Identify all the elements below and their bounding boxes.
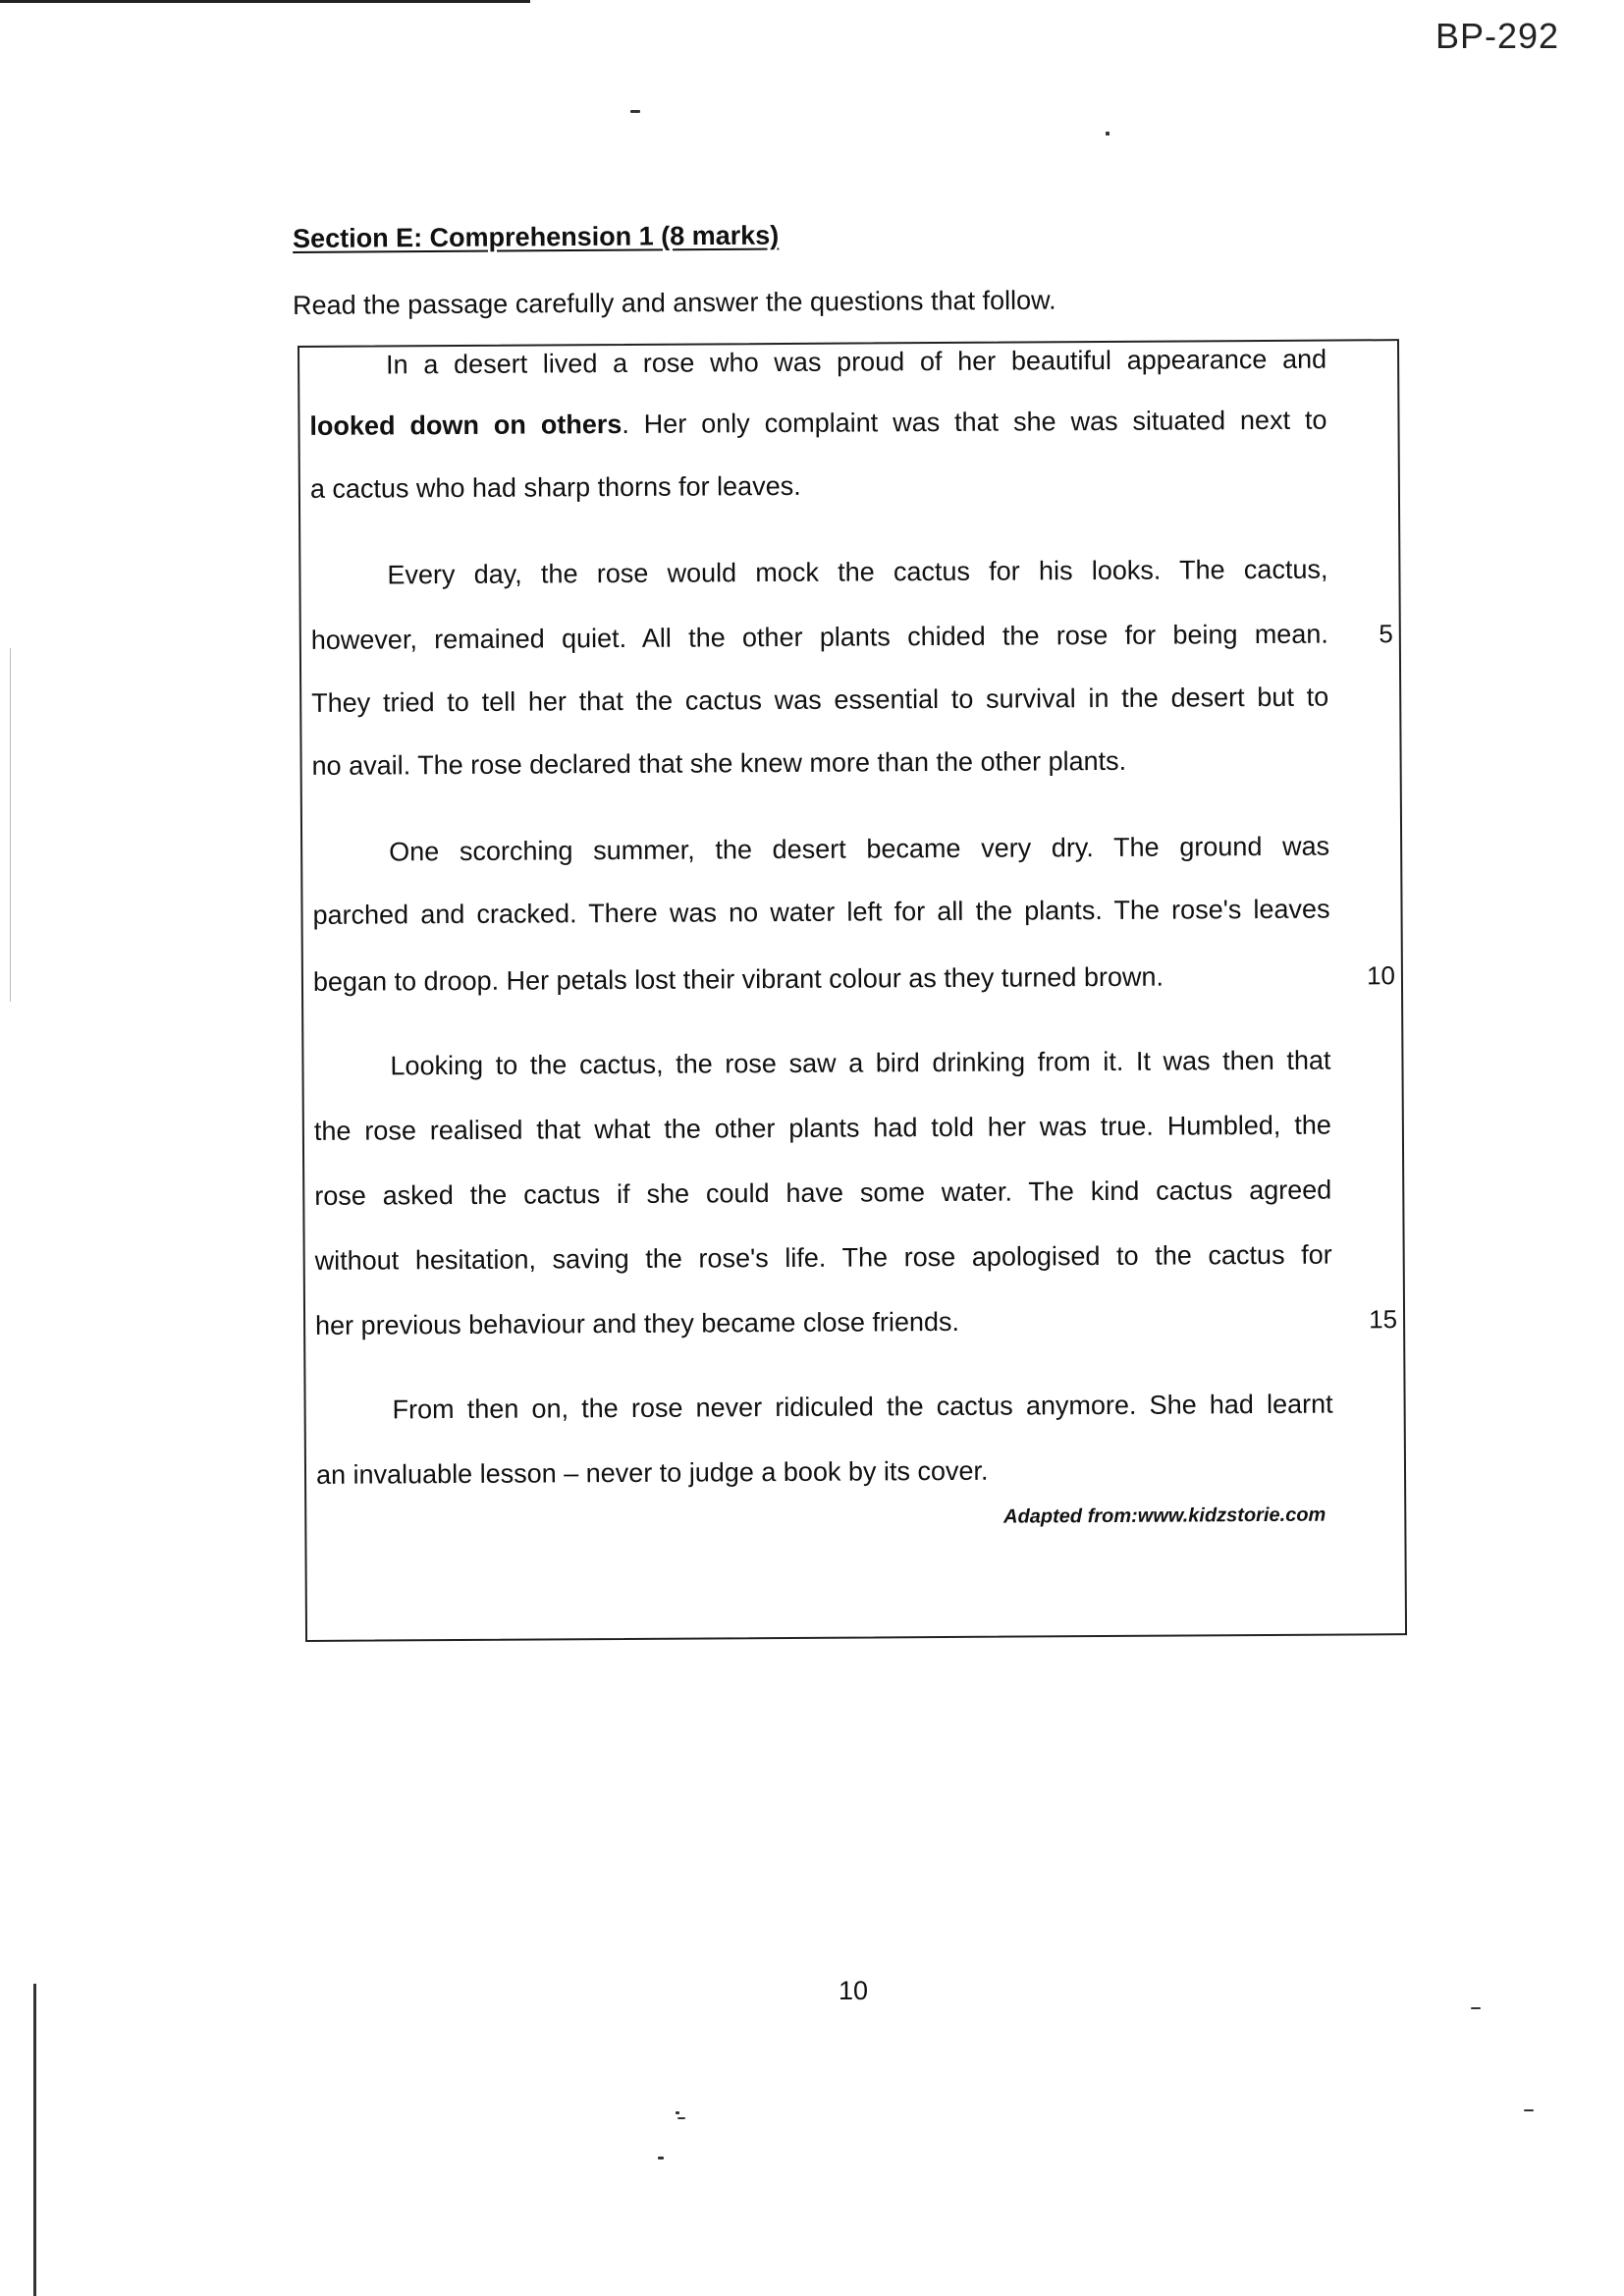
passage-line-text: a cactus who had sharp thorns for leaves. xyxy=(309,470,801,504)
passage-line-text: Looking to the cactus, the rose saw a bird drinking from it. It was then that xyxy=(390,1045,1331,1081)
scan-artifact-top-line xyxy=(0,0,530,3)
scan-speck xyxy=(1471,2007,1481,2009)
passage-line-text: rose asked the cactus if she could have some water. The kind cactus agreed xyxy=(314,1175,1332,1211)
passage-line xyxy=(311,619,1328,656)
passage-line xyxy=(312,894,1329,931)
passage-line-text: In a desert lived a rose who was proud of her beautiful appearance and xyxy=(386,344,1327,380)
passage-line-text: From then on, the rose never ridiculed the cactus anymore. She had learnt xyxy=(392,1389,1333,1425)
scan-speck xyxy=(677,2117,685,2119)
passage-line-text: an invaluable lesson – never to judge a book by its cover. xyxy=(315,1455,989,1490)
passage-text xyxy=(299,341,1398,1490)
passage-line xyxy=(315,1304,1332,1341)
scan-artifact-faint-line xyxy=(10,648,11,1002)
passage-box xyxy=(298,339,1407,1642)
document-code: BP-292 xyxy=(1435,16,1560,56)
passage-line-text: began to droop. Her petals lost their vibrant colour as they turned brown. xyxy=(312,961,1164,997)
passage-line xyxy=(312,744,1329,782)
passage-line xyxy=(314,1110,1331,1147)
passage-line xyxy=(315,1239,1332,1277)
passage-line xyxy=(313,1045,1330,1082)
scan-speck xyxy=(1106,132,1110,136)
passage-line-text: without hesitation, saving the rose's life. The rose apologised to the cactus for xyxy=(314,1239,1332,1276)
passage-line-text: no avail. The rose declared that she knew more than the other plants. xyxy=(311,745,1127,781)
passage-line xyxy=(310,467,1327,505)
passage-line xyxy=(314,1175,1331,1212)
passage-line-text: . Her only complaint was that she was situated next to xyxy=(622,405,1327,439)
passage-line xyxy=(316,1453,1333,1491)
scan-speck xyxy=(676,2111,679,2114)
passage-line-text: however, remained quiet. All the other plants chided the rose for being mean. xyxy=(310,619,1328,655)
passage-line xyxy=(310,554,1327,591)
scan-speck xyxy=(658,2157,664,2159)
passage-line xyxy=(312,831,1329,868)
line-number: 10 xyxy=(1366,960,1396,991)
passage-line-text: One scorching summer, the desert became very dry. The ground was xyxy=(389,831,1330,867)
passage-line xyxy=(311,682,1328,719)
scan-artifact-left-line xyxy=(33,1984,36,2296)
passage-line xyxy=(316,1389,1333,1426)
passage-line-text: the rose realised that what the other plants had told her was true. Humbled, the xyxy=(313,1110,1331,1146)
passage-line xyxy=(309,344,1326,381)
instructions: Read the passage carefully and answer the questions that follow. xyxy=(293,285,1056,320)
scan-speck xyxy=(630,110,640,113)
line-number: 5 xyxy=(1379,619,1393,649)
scan-speck xyxy=(1524,2109,1534,2111)
line-number: 15 xyxy=(1369,1304,1398,1335)
passage-line xyxy=(313,960,1330,998)
bold-phrase: looked down on others xyxy=(309,409,623,441)
source-credit: Adapted from:www.kidzstorie.com xyxy=(1003,1503,1326,1528)
page-number: 10 xyxy=(839,1976,869,2005)
passage-line-text: Every day, the rose would mock the cactus for his looks. The cactus, xyxy=(387,554,1328,590)
passage-line xyxy=(309,405,1326,442)
passage-line-text: They tried to tell her that the cactus was essential to survival in the desert but to xyxy=(311,682,1329,718)
passage-line-text: parched and cracked. There was no water left for all the plants. The rose's leaves xyxy=(312,894,1330,930)
passage-line-text: her previous behaviour and they became close friends. xyxy=(315,1306,960,1340)
section-heading: Section E: Comprehension 1 (8 marks) xyxy=(293,220,780,253)
